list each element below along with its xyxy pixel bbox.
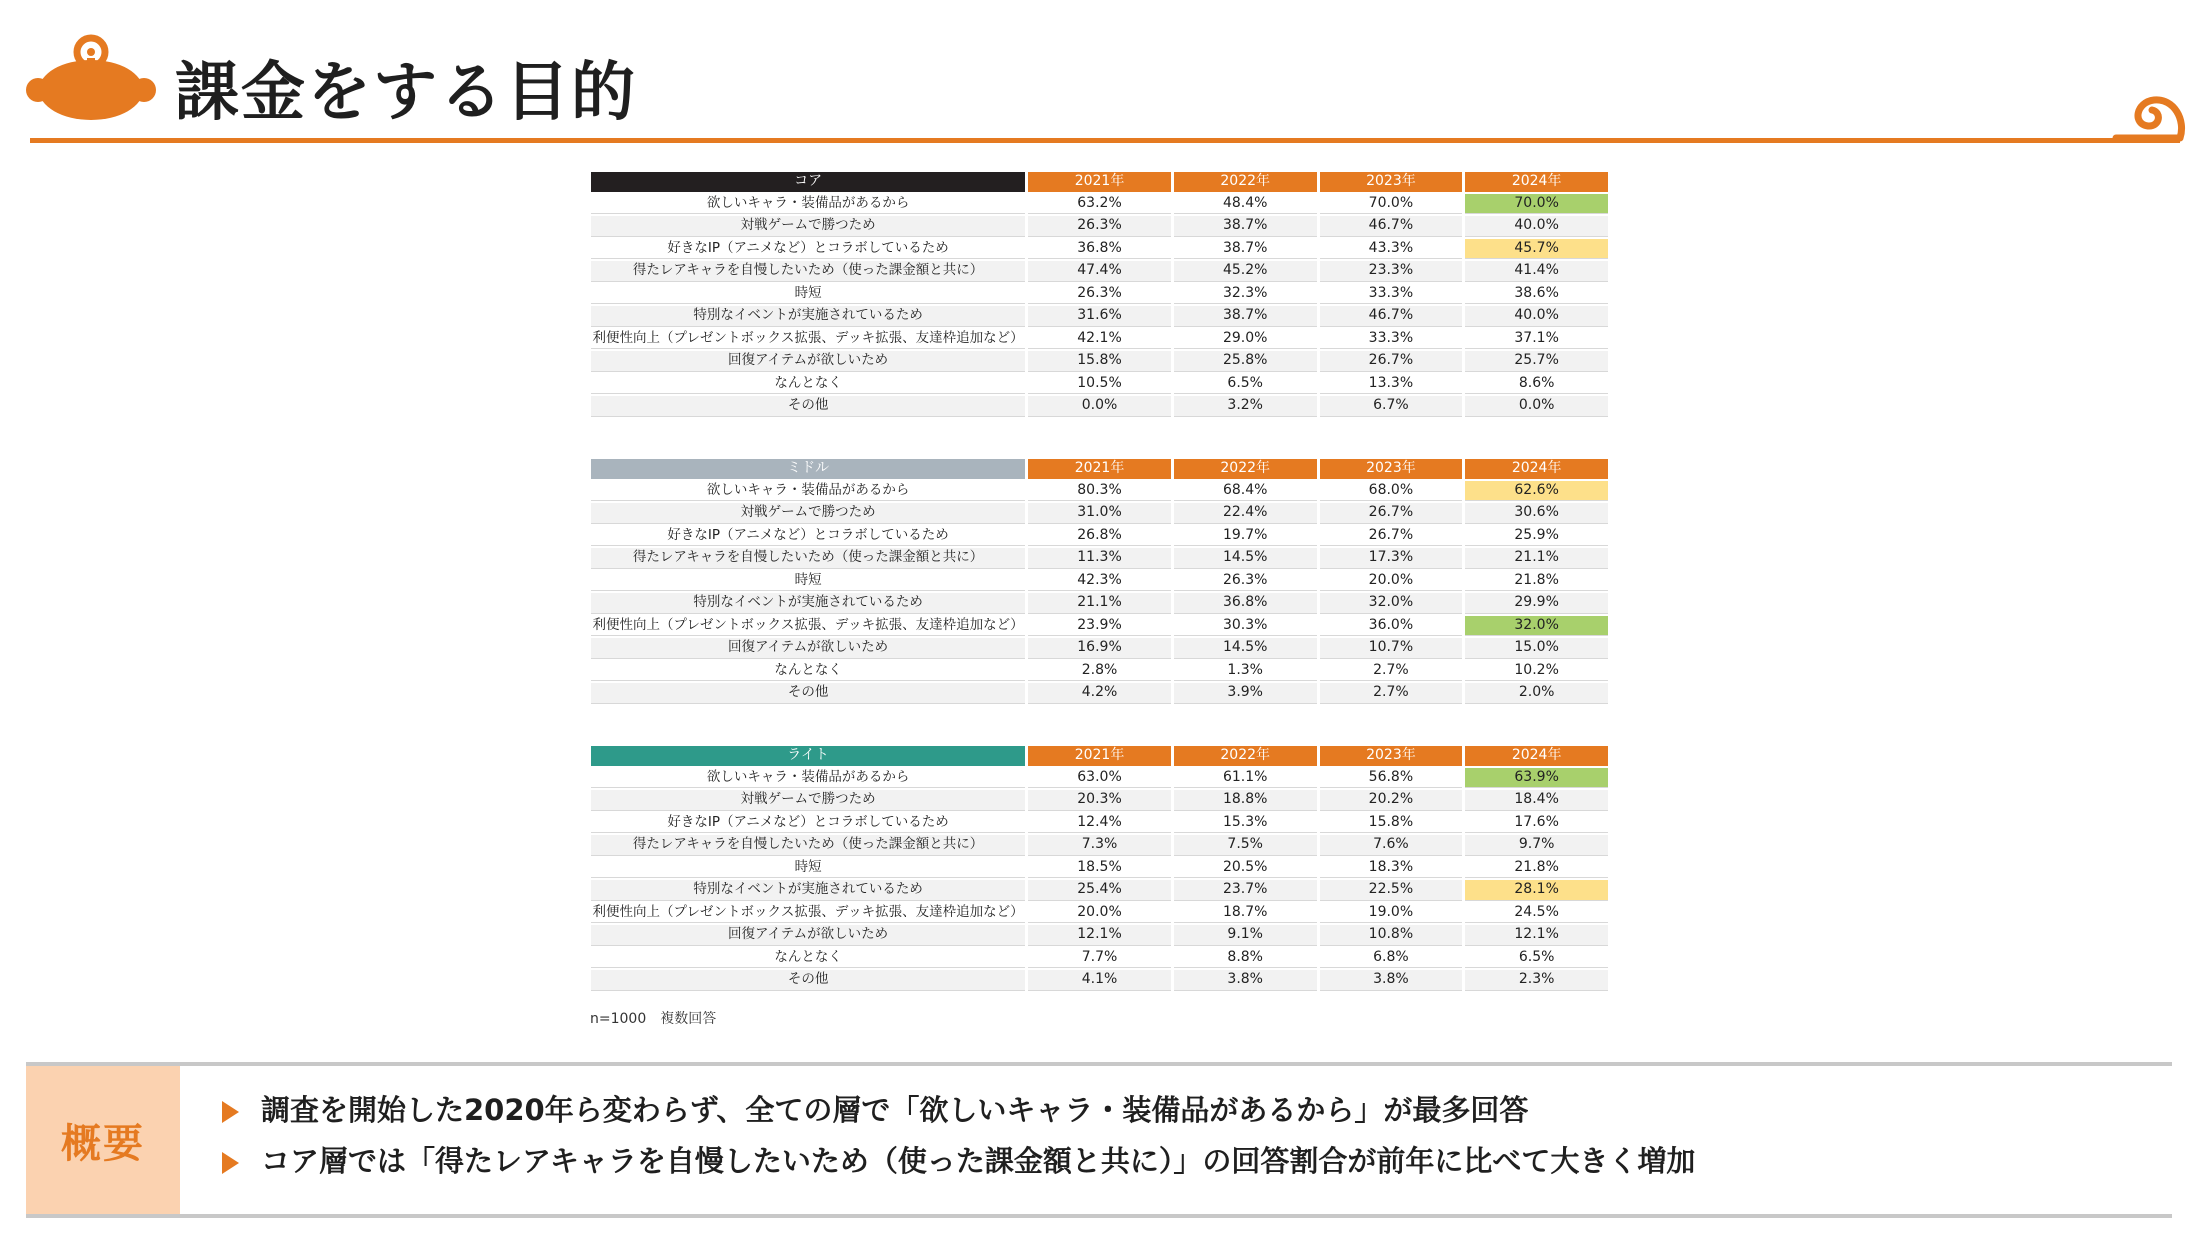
value-cell: 29.9% <box>1465 593 1608 614</box>
row-label: 対戦ゲームで勝つため <box>591 503 1025 524</box>
table-row <box>591 683 1608 704</box>
value-cell: 26.8% <box>1028 526 1171 547</box>
row-label: 時短 <box>591 284 1025 305</box>
triangle-bullet-icon <box>222 1152 239 1174</box>
row-label: その他 <box>591 683 1025 704</box>
value-cell: 11.3% <box>1028 548 1171 569</box>
sample-note: n=1000 複数回答 <box>590 1011 717 1027</box>
table-row <box>591 216 1608 237</box>
value-cell: 0.0% <box>1028 396 1171 417</box>
year-header: 2023年 <box>1320 172 1463 192</box>
year-header: 2024年 <box>1465 459 1608 479</box>
value-cell: 10.8% <box>1320 925 1463 946</box>
value-cell: 26.7% <box>1320 503 1463 524</box>
row-label: 得たレアキャラを自慢したいため（使った課金額と共に） <box>591 835 1025 856</box>
row-label: 欲しいキャラ・装備品があるから <box>591 194 1025 215</box>
value-cell: 6.8% <box>1320 948 1463 969</box>
row-label: 得たレアキャラを自慢したいため（使った課金額と共に） <box>591 548 1025 569</box>
value-cell: 31.0% <box>1028 503 1171 524</box>
year-header: 2024年 <box>1465 172 1608 192</box>
value-cell: 10.5% <box>1028 374 1171 395</box>
value-cell: 3.8% <box>1320 970 1463 991</box>
value-cell: 0.0% <box>1465 396 1608 417</box>
row-label: 対戦ゲームで勝つため <box>591 216 1025 237</box>
table-row <box>591 351 1608 372</box>
year-header: 2023年 <box>1320 746 1463 766</box>
value-cell: 15.0% <box>1465 638 1608 659</box>
value-cell: 21.8% <box>1465 571 1608 592</box>
summary-point-text: コア層では「得たレアキャラを自慢したいため（使った課金額と共に）」の回答割合が前年に比べて大きく増加 <box>261 1144 1696 1178</box>
value-cell: 25.7% <box>1465 351 1608 372</box>
value-cell: 61.1% <box>1174 768 1317 789</box>
value-cell: 2.7% <box>1320 683 1463 704</box>
table-row <box>591 768 1608 789</box>
row-label: 回復アイテムが欲しいため <box>591 638 1025 659</box>
value-cell: 21.1% <box>1028 593 1171 614</box>
value-cell: 45.2% <box>1174 261 1317 282</box>
table-row <box>591 526 1608 547</box>
value-cell: 36.0% <box>1320 616 1463 637</box>
title-underline <box>30 138 2180 143</box>
value-cell: 42.3% <box>1028 571 1171 592</box>
value-cell: 17.3% <box>1320 548 1463 569</box>
summary-tag-label: 概要 <box>61 1120 145 1167</box>
value-cell: 80.3% <box>1028 481 1171 502</box>
value-cell: 37.1% <box>1465 329 1608 350</box>
year-header: 2022年 <box>1174 746 1317 766</box>
row-label: 好きなIP（アニメなど）とコラボしているため <box>591 813 1025 834</box>
year-header: 2021年 <box>1028 172 1171 192</box>
row-label: なんとなく <box>591 374 1025 395</box>
row-label: 特別なイベントが実施されているため <box>591 306 1025 327</box>
value-cell: 26.3% <box>1028 284 1171 305</box>
table-row <box>591 329 1608 350</box>
value-cell: 28.1% <box>1465 880 1608 901</box>
value-cell: 26.7% <box>1320 526 1463 547</box>
table-row <box>591 593 1608 614</box>
row-label: 時短 <box>591 858 1025 879</box>
value-cell: 43.3% <box>1320 239 1463 260</box>
row-label: 特別なイベントが実施されているため <box>591 880 1025 901</box>
table-row <box>591 548 1608 569</box>
value-cell: 46.7% <box>1320 216 1463 237</box>
value-cell: 4.1% <box>1028 970 1171 991</box>
value-cell: 2.7% <box>1320 661 1463 682</box>
value-cell: 7.7% <box>1028 948 1171 969</box>
value-cell: 48.4% <box>1174 194 1317 215</box>
value-cell: 2.8% <box>1028 661 1171 682</box>
value-cell: 21.1% <box>1465 548 1608 569</box>
year-header: 2024年 <box>1465 746 1608 766</box>
summary-point-text: 調査を開始した2020年ら変わらず、全ての層で「欲しいキャラ・装備品があるから」が最多回答 <box>261 1093 1529 1127</box>
value-cell: 41.4% <box>1465 261 1608 282</box>
summary-bottom-rule <box>26 1214 2172 1218</box>
value-cell: 20.3% <box>1028 790 1171 811</box>
year-header: 2022年 <box>1174 459 1317 479</box>
table-row <box>591 790 1608 811</box>
value-cell: 6.5% <box>1465 948 1608 969</box>
value-cell: 13.3% <box>1320 374 1463 395</box>
value-cell: 30.3% <box>1174 616 1317 637</box>
table-row <box>591 925 1608 946</box>
value-cell: 33.3% <box>1320 284 1463 305</box>
row-label: 欲しいキャラ・装備品があるから <box>591 768 1025 789</box>
summary-top-rule <box>26 1062 2172 1066</box>
value-cell: 45.7% <box>1465 239 1608 260</box>
row-label: 好きなIP（アニメなど）とコラボしているため <box>591 239 1025 260</box>
value-cell: 3.8% <box>1174 970 1317 991</box>
value-cell: 7.3% <box>1028 835 1171 856</box>
table-row <box>591 571 1608 592</box>
value-cell: 19.7% <box>1174 526 1317 547</box>
table-row <box>591 880 1608 901</box>
row-label: 利便性向上（プレゼントボックス拡張、デッキ拡張、友達枠追加など） <box>591 329 1025 350</box>
value-cell: 20.2% <box>1320 790 1463 811</box>
value-cell: 68.4% <box>1174 481 1317 502</box>
value-cell: 38.6% <box>1465 284 1608 305</box>
table-row <box>591 374 1608 395</box>
light-segment-table <box>588 744 1611 993</box>
value-cell: 2.3% <box>1465 970 1608 991</box>
value-cell: 22.5% <box>1320 880 1463 901</box>
table-row <box>591 503 1608 524</box>
value-cell: 25.9% <box>1465 526 1608 547</box>
table-row <box>591 858 1608 879</box>
row-label: 得たレアキャラを自慢したいため（使った課金額と共に） <box>591 261 1025 282</box>
value-cell: 25.8% <box>1174 351 1317 372</box>
segment-header: コア <box>591 172 1025 192</box>
value-cell: 6.5% <box>1174 374 1317 395</box>
value-cell: 40.0% <box>1465 306 1608 327</box>
value-cell: 10.2% <box>1465 661 1608 682</box>
value-cell: 6.7% <box>1320 396 1463 417</box>
year-header: 2021年 <box>1028 459 1171 479</box>
value-cell: 20.5% <box>1174 858 1317 879</box>
value-cell: 18.5% <box>1028 858 1171 879</box>
table-row <box>591 835 1608 856</box>
value-cell: 8.8% <box>1174 948 1317 969</box>
row-label: 回復アイテムが欲しいため <box>591 925 1025 946</box>
table-row <box>591 284 1608 305</box>
row-label: なんとなく <box>591 948 1025 969</box>
table-row <box>591 661 1608 682</box>
value-cell: 63.9% <box>1465 768 1608 789</box>
mascot-logo-icon <box>26 18 156 130</box>
value-cell: 63.0% <box>1028 768 1171 789</box>
triangle-bullet-icon <box>222 1101 239 1123</box>
value-cell: 18.8% <box>1174 790 1317 811</box>
value-cell: 38.7% <box>1174 306 1317 327</box>
page-title: 課金をする目的 <box>175 56 637 130</box>
value-cell: 29.0% <box>1174 329 1317 350</box>
table-row <box>591 813 1608 834</box>
value-cell: 20.0% <box>1028 903 1171 924</box>
segment-header: ライト <box>591 746 1025 766</box>
table-row <box>591 638 1608 659</box>
summary-point <box>222 1092 1528 1128</box>
value-cell: 42.1% <box>1028 329 1171 350</box>
row-label: 特別なイベントが実施されているため <box>591 593 1025 614</box>
value-cell: 19.0% <box>1320 903 1463 924</box>
value-cell: 14.5% <box>1174 638 1317 659</box>
value-cell: 20.0% <box>1320 571 1463 592</box>
value-cell: 26.7% <box>1320 351 1463 372</box>
table-row <box>591 970 1608 991</box>
row-label: その他 <box>591 396 1025 417</box>
table-row <box>591 481 1608 502</box>
value-cell: 46.7% <box>1320 306 1463 327</box>
value-cell: 1.3% <box>1174 661 1317 682</box>
value-cell: 62.6% <box>1465 481 1608 502</box>
value-cell: 9.7% <box>1465 835 1608 856</box>
value-cell: 12.1% <box>1465 925 1608 946</box>
value-cell: 12.4% <box>1028 813 1171 834</box>
row-label: 時短 <box>591 571 1025 592</box>
value-cell: 36.8% <box>1174 593 1317 614</box>
value-cell: 15.8% <box>1320 813 1463 834</box>
summary-tag <box>26 1066 180 1214</box>
value-cell: 38.7% <box>1174 239 1317 260</box>
value-cell: 70.0% <box>1320 194 1463 215</box>
row-label: なんとなく <box>591 661 1025 682</box>
summary-point <box>222 1143 1695 1179</box>
value-cell: 3.2% <box>1174 396 1317 417</box>
value-cell: 17.6% <box>1465 813 1608 834</box>
value-cell: 8.6% <box>1465 374 1608 395</box>
row-label: 利便性向上（プレゼントボックス拡張、デッキ拡張、友達枠追加など） <box>591 903 1025 924</box>
value-cell: 33.3% <box>1320 329 1463 350</box>
value-cell: 40.0% <box>1465 216 1608 237</box>
row-label: 回復アイテムが欲しいため <box>591 351 1025 372</box>
value-cell: 12.1% <box>1028 925 1171 946</box>
value-cell: 70.0% <box>1465 194 1608 215</box>
row-label: 対戦ゲームで勝つため <box>591 790 1025 811</box>
year-header: 2023年 <box>1320 459 1463 479</box>
value-cell: 3.9% <box>1174 683 1317 704</box>
value-cell: 22.4% <box>1174 503 1317 524</box>
value-cell: 25.4% <box>1028 880 1171 901</box>
value-cell: 36.8% <box>1028 239 1171 260</box>
row-label: 欲しいキャラ・装備品があるから <box>591 481 1025 502</box>
value-cell: 16.9% <box>1028 638 1171 659</box>
value-cell: 32.0% <box>1465 616 1608 637</box>
value-cell: 9.1% <box>1174 925 1317 946</box>
table-row <box>591 239 1608 260</box>
row-label: その他 <box>591 970 1025 991</box>
table-row <box>591 616 1608 637</box>
row-label: 好きなIP（アニメなど）とコラボしているため <box>591 526 1025 547</box>
table-row <box>591 948 1608 969</box>
value-cell: 30.6% <box>1465 503 1608 524</box>
value-cell: 23.9% <box>1028 616 1171 637</box>
value-cell: 7.6% <box>1320 835 1463 856</box>
value-cell: 38.7% <box>1174 216 1317 237</box>
row-label: 利便性向上（プレゼントボックス拡張、デッキ拡張、友達枠追加など） <box>591 616 1025 637</box>
table-row <box>591 261 1608 282</box>
swirl-icon <box>2108 80 2188 142</box>
value-cell: 32.3% <box>1174 284 1317 305</box>
table-row <box>591 903 1608 924</box>
value-cell: 18.4% <box>1465 790 1608 811</box>
core-segment-table <box>588 170 1611 419</box>
value-cell: 26.3% <box>1028 216 1171 237</box>
value-cell: 4.2% <box>1028 683 1171 704</box>
table-row <box>591 306 1608 327</box>
value-cell: 24.5% <box>1465 903 1608 924</box>
value-cell: 15.3% <box>1174 813 1317 834</box>
value-cell: 18.7% <box>1174 903 1317 924</box>
value-cell: 63.2% <box>1028 194 1171 215</box>
value-cell: 26.3% <box>1174 571 1317 592</box>
value-cell: 23.7% <box>1174 880 1317 901</box>
value-cell: 14.5% <box>1174 548 1317 569</box>
middle-segment-table <box>588 457 1611 706</box>
value-cell: 10.7% <box>1320 638 1463 659</box>
value-cell: 47.4% <box>1028 261 1171 282</box>
value-cell: 7.5% <box>1174 835 1317 856</box>
year-header: 2022年 <box>1174 172 1317 192</box>
table-row <box>591 396 1608 417</box>
value-cell: 23.3% <box>1320 261 1463 282</box>
value-cell: 21.8% <box>1465 858 1608 879</box>
value-cell: 32.0% <box>1320 593 1463 614</box>
value-cell: 68.0% <box>1320 481 1463 502</box>
table-row <box>591 194 1608 215</box>
value-cell: 56.8% <box>1320 768 1463 789</box>
value-cell: 15.8% <box>1028 351 1171 372</box>
value-cell: 31.6% <box>1028 306 1171 327</box>
segment-header: ミドル <box>591 459 1025 479</box>
value-cell: 18.3% <box>1320 858 1463 879</box>
year-header: 2021年 <box>1028 746 1171 766</box>
value-cell: 2.0% <box>1465 683 1608 704</box>
